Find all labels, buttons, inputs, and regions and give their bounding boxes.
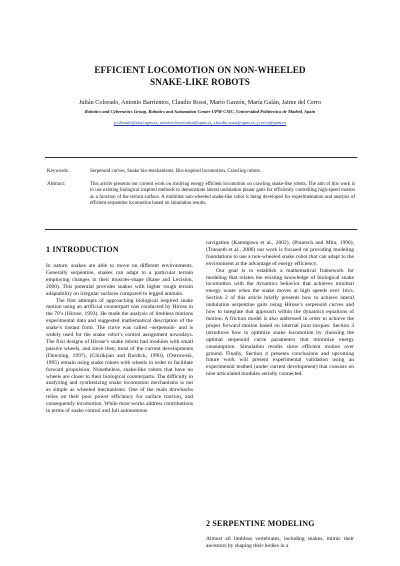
paragraph: Our goal is to establish a mathematical framework for modeling that relates the existing knowledge of biological snake locomotion with the dynamics behavior that achieves minimal energy waste when the snake moves at high speeds over 1m/s. Section 2 of this article briefly presents how to achieve lateral undulation serpentine gaits using Hirose’s serpenoid curves and how to integrate that approach within the dynamics equations of motion. A friction model is also addressed in order to achieve the proper forward motion based on internal joint torques. Section 3 introduces how to optimize snake locomotion by choosing the optimal serpenoid curve parameters that minimize energy consumption. Simulation results show efficient motion over ground. Finally, Section 4 presents conclusions and upcoming future work will present experimental validation using an experimental testbed (under current development) that consists on nine articulated modules serially connected. (206, 267, 354, 378)
paragraph: Almost all limbless vertebrates, including snakes, mimic their ancestors by shaping their bodies in a (206, 536, 354, 549)
divider-top (45, 157, 357, 158)
paper-title (40, 64, 360, 88)
title-line-2: SNAKE-LIKE ROBOTS (150, 77, 250, 87)
paragraph: In nature, snakes are able to move on different environments. Generally serpentine, snakes can adapt to a particular terrain employing changes in their muscles-shape (Kane and Lecision, 2000). This potential provides snakes with higher rough terrain adaptability on irregular surfaces compared to legged animals. (46, 263, 193, 297)
keywords-text: Serpenoid curves, Snake bio-mechanisms, Bio-inspired locomotion, Crawling robots. (90, 169, 261, 174)
abstract-label: Abstract: (47, 182, 66, 187)
divider-bottom (45, 229, 357, 230)
keywords-label: Keywords: (47, 169, 69, 174)
paragraph: navigation (Kamegawa et al., 2002), (Prautsch and Mita, 1996), (Transeth et al., 2006) our work is focused on providing modeling foundations to use a non-wheeled snake robot that can adapt to the environment at the advantage of energy efficiency. (206, 240, 354, 267)
author-emails[interactable]: jcolorado@etsii.upm.es, antonio.barrientos@upm.es, claudio.rossi@upm.es, j.cerro@upm.es (113, 120, 287, 125)
section-heading-introduction: 1 INTRODUCTION (46, 245, 119, 254)
affiliation: Robotics and Cybernetics Group, Robotics and Automation Center UPM-CSIC, Universidad Politécnica de Madrid, Spain (84, 109, 316, 114)
paragraph: The first attempts of approaching biological inspired snake motion using an artificial counterpart was conducted by Hirose in the 70’s (Hirose, 1993). He made the analysis of limbless motions experimental data and suggested mathematical description of the snake’s instant form. The curve was called –serpenoid– and is widely used for the snake robot’s control assignment nowadays. The first designs of Hirose’s snake robots had modules with small passive wheels, and since then, most of the current developments (Downing, 1997), (Chirikjian and Burdick, 1990), (Ostrowski, 1995) remain using snake robots with wheels in order to facilitate forward propulsion. Nonetheless, snake-like robots that have no wheels are closer to their biological counterparts. The difficulty in analyzing and synthesizing snake locomotion mechanisms is not as simple as wheeled mechanisms. One of the main drawbacks relies on their poor power efficiency for surface traction, and consequently locomotion. While most works address contributions in terms of snake control and full autonomous (46, 297, 193, 415)
section-heading-serpentine-modeling: 2 SERPENTINE MODELING (206, 519, 315, 528)
section2-text (206, 536, 354, 550)
title-line-1: EFFICIENT LOCOMOTION ON NON-WHEELED (94, 65, 306, 75)
author-list: Julián Colorado, Antonio Barrientos, Claudio Rossi, Mario Garzón, María Galán, Jaime del Cerro (78, 99, 322, 106)
abstract-text: This article presents our current work on studying energy efficient locomotion on crawling snake-like robots. The aim of this work is to use existing biological inspired methods to demonstrate lateral undulation planar gaits for efficiently controlling high-speed motion as a function of the terrain surface. A multilink non-wheeled snake-like robot is being developed for experimentation and analysis of efficient serpentine locomotion based on simulation results. (90, 182, 355, 206)
right-column (206, 240, 354, 378)
left-column (46, 245, 193, 415)
